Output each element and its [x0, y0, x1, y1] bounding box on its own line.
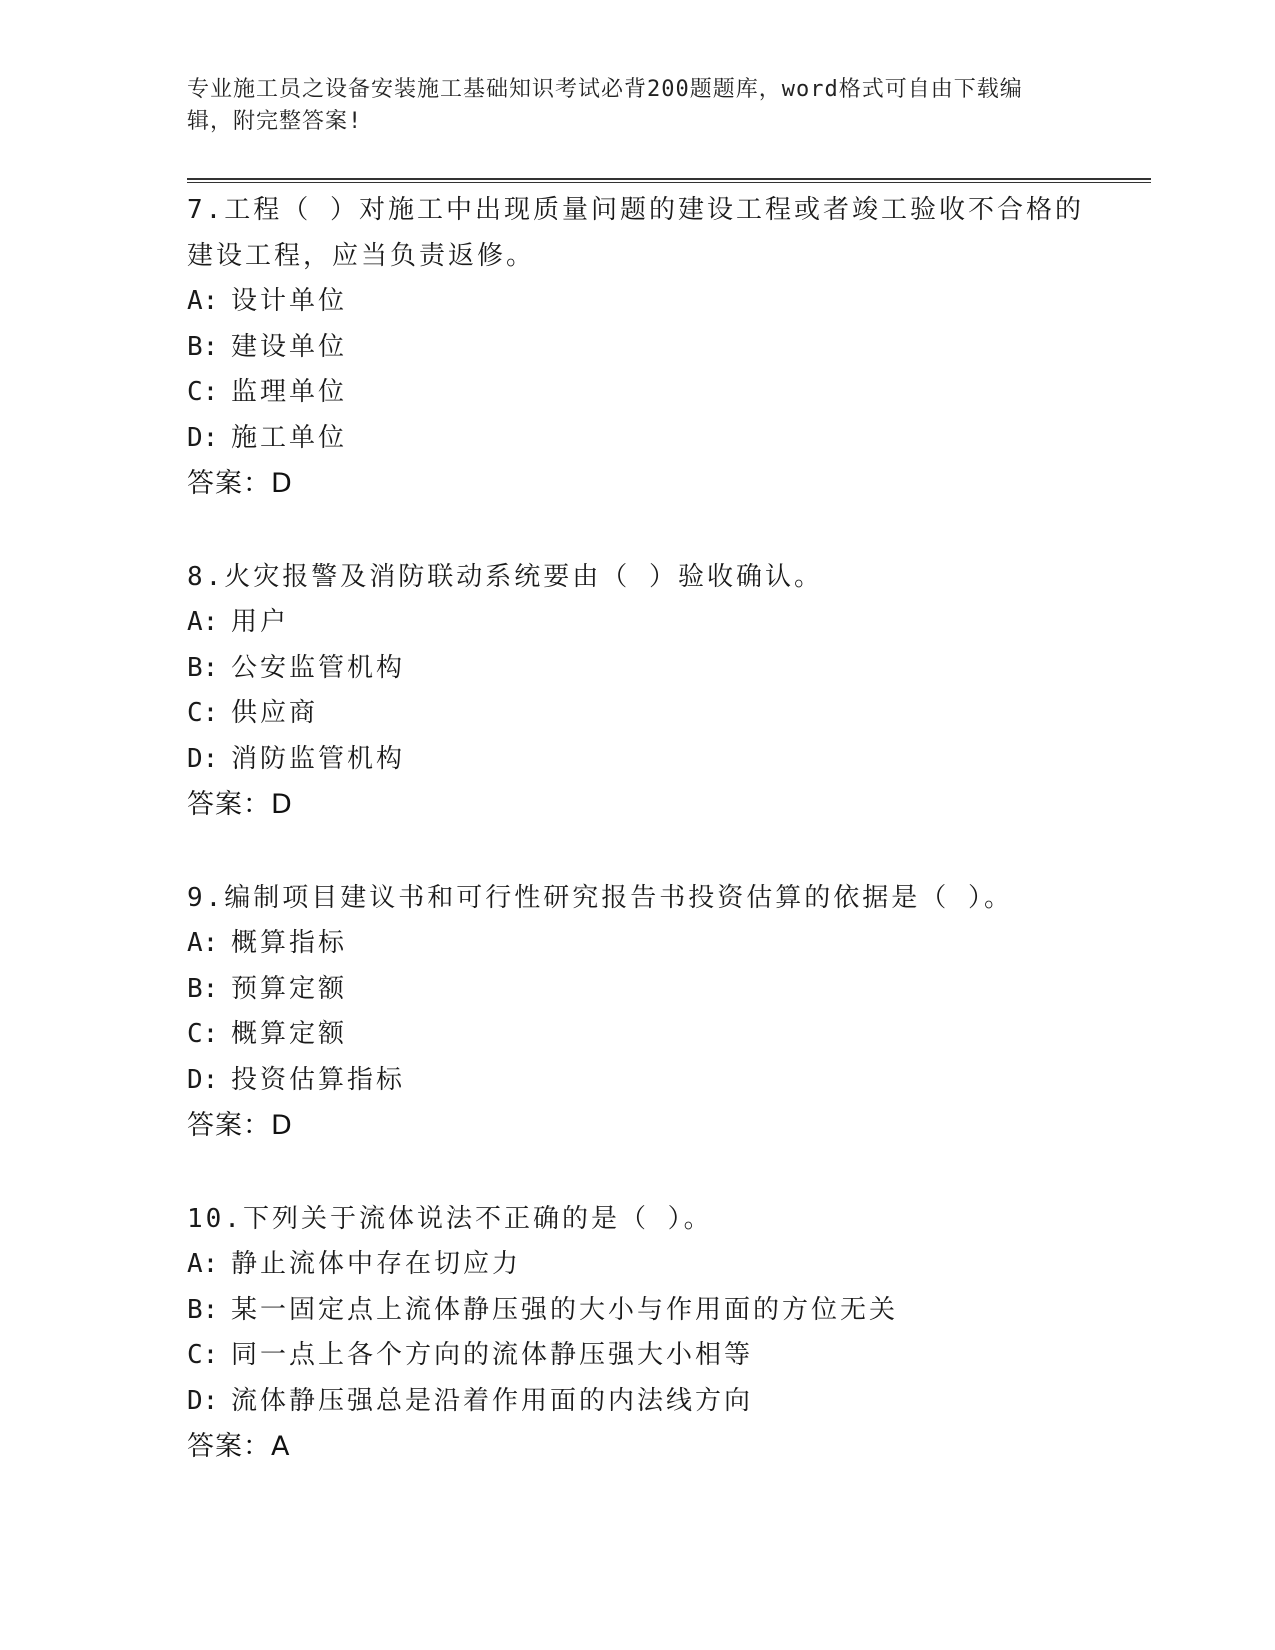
option-letter: C: [187, 698, 219, 728]
option-c [187, 1333, 1087, 1379]
question-9 [187, 875, 1087, 1149]
option-d [187, 416, 1087, 462]
answer-label: 答案： [187, 1110, 271, 1141]
question-10 [187, 1196, 1087, 1470]
question-7 [187, 187, 1087, 507]
option-text: 施工单位 [231, 422, 348, 453]
answer-label: 答案： [187, 789, 271, 820]
option-d [187, 737, 1087, 783]
answer-value: D [271, 789, 293, 820]
option-text: 供应商 [231, 698, 319, 728]
option-letter: B: [187, 1294, 219, 1325]
answer-line [187, 782, 1087, 828]
option-c [187, 691, 1087, 737]
option-a [187, 921, 1087, 967]
option-d [187, 1379, 1087, 1425]
option-text: 用户 [231, 607, 290, 637]
option-letter: A: [187, 607, 219, 637]
question-text: 7.工程（ ）对施工中出现质量问题的建设工程或者竣工验收不合格的建设工程，应当负责返修。 [187, 195, 1084, 271]
answer-label: 答案： [187, 1431, 271, 1462]
option-text: 某一固定点上流体静压强的大小与作用面的方位无关 [231, 1294, 899, 1325]
option-c [187, 370, 1087, 416]
option-a [187, 279, 1087, 325]
option-text: 静止流体中存在切应力 [231, 1249, 522, 1279]
option-b [187, 646, 1087, 692]
option-letter: C: [187, 1019, 219, 1049]
question-8 [187, 554, 1087, 828]
answer-value: A [271, 1431, 291, 1462]
header-divider [187, 178, 1151, 183]
option-a [187, 600, 1087, 646]
option-text: 监理单位 [231, 377, 348, 407]
option-text: 设计单位 [231, 286, 348, 316]
option-b [187, 325, 1087, 371]
option-letter: D: [187, 743, 219, 774]
question-list [187, 187, 1087, 1517]
option-d [187, 1058, 1087, 1104]
option-a [187, 1242, 1087, 1288]
option-letter: A: [187, 1249, 219, 1279]
option-c [187, 1012, 1087, 1058]
answer-label: 答案： [187, 468, 271, 499]
option-letter: C: [187, 377, 219, 407]
option-b [187, 1288, 1087, 1334]
option-text: 投资估算指标 [231, 1064, 406, 1095]
option-letter: B: [187, 652, 219, 683]
answer-value: D [271, 1110, 293, 1141]
option-text: 建设单位 [231, 331, 348, 362]
option-letter: D: [187, 422, 219, 453]
option-letter: D: [187, 1385, 219, 1416]
document-header: 专业施工员之设备安装施工基础知识考试必背200题题库，word格式可自由下载编辑，附完整答案! [187, 77, 1023, 134]
option-b [187, 967, 1087, 1013]
option-text: 消防监管机构 [231, 743, 406, 774]
option-letter: B: [187, 973, 219, 1004]
option-text: 流体静压强总是沿着作用面的内法线方向 [231, 1385, 754, 1416]
option-letter: D: [187, 1064, 219, 1095]
answer-line [187, 1103, 1087, 1149]
option-text: 同一点上各个方向的流体静压强大小相等 [231, 1340, 754, 1370]
option-text: 概算指标 [231, 928, 348, 958]
answer-line [187, 461, 1087, 507]
option-text: 预算定额 [231, 973, 348, 1004]
answer-line [187, 1424, 1087, 1470]
option-text: 概算定额 [231, 1019, 348, 1049]
option-letter: C: [187, 1340, 219, 1370]
option-letter: B: [187, 331, 219, 362]
question-text: 9.编制项目建议书和可行性研究报告书投资估算的依据是（ ）。 [187, 883, 1013, 913]
answer-value: D [271, 468, 293, 499]
option-letter: A: [187, 928, 219, 958]
option-letter: A: [187, 286, 219, 316]
question-text: 10.下列关于流体说法不正确的是（ ）。 [187, 1204, 713, 1234]
question-text: 8.火灾报警及消防联动系统要由（ ）验收确认。 [187, 562, 823, 592]
option-text: 公安监管机构 [231, 652, 406, 683]
